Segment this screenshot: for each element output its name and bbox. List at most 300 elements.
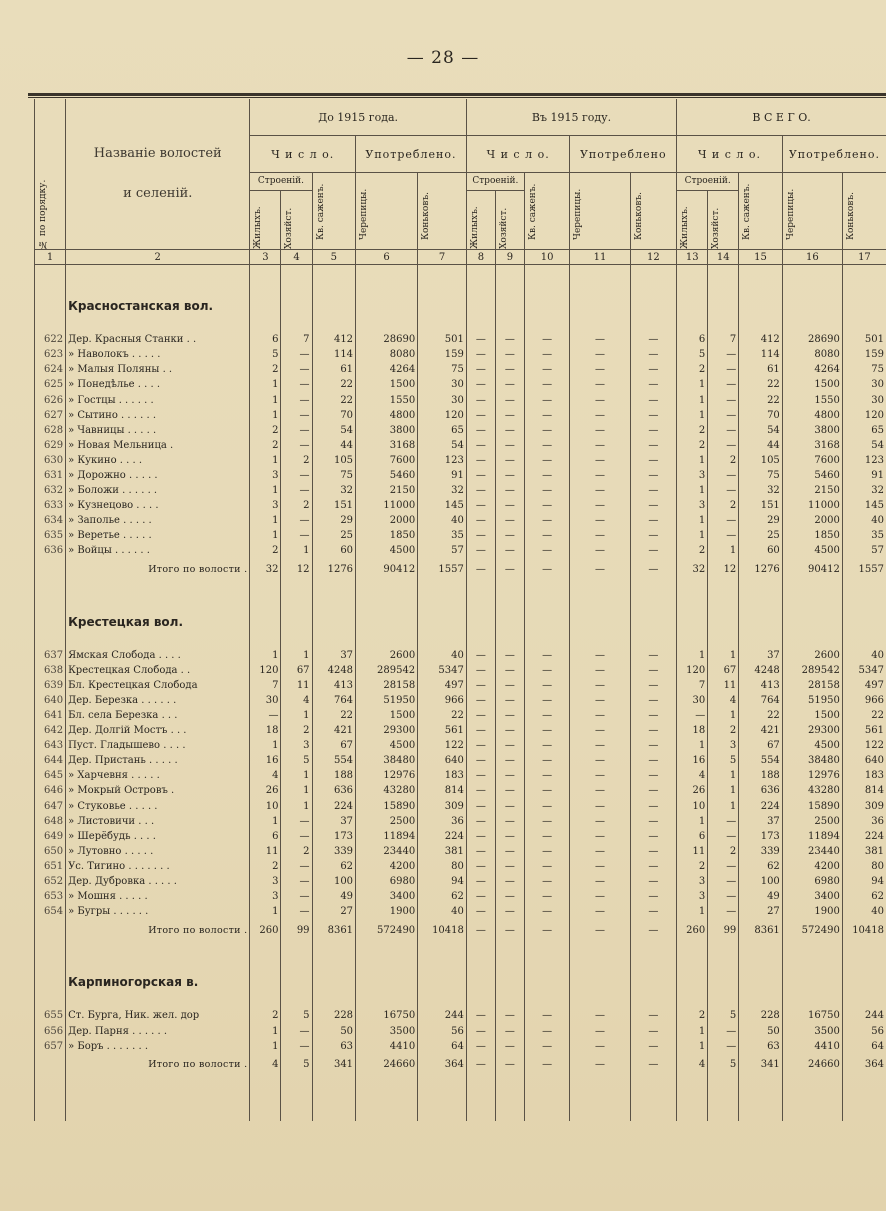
empty-cell bbox=[630, 615, 677, 630]
value-1915: — bbox=[466, 889, 495, 904]
value-total: 80 bbox=[842, 859, 886, 874]
value-before-1915: 3 bbox=[250, 468, 281, 483]
value-total: 228 bbox=[739, 1008, 783, 1023]
value-total: 1 bbox=[677, 814, 708, 829]
section-spacer bbox=[35, 581, 886, 615]
value-total: 30 bbox=[677, 693, 708, 708]
total-1915: — bbox=[524, 1054, 570, 1076]
value-1915: — bbox=[630, 874, 677, 889]
value-1915: — bbox=[466, 528, 495, 543]
settlement-name: » Веретье . . . . . bbox=[66, 528, 250, 543]
value-before-1915: 173 bbox=[312, 829, 356, 844]
value-1915: — bbox=[570, 408, 630, 423]
value-1915: — bbox=[524, 829, 570, 844]
empty-cell bbox=[570, 630, 630, 648]
total-1915: — bbox=[495, 1054, 524, 1076]
value-total: 29300 bbox=[782, 723, 842, 738]
settlement-name: Дер. Пристань . . . . . bbox=[66, 753, 250, 768]
empty-cell bbox=[418, 990, 467, 1008]
row-number: 649 bbox=[35, 829, 66, 844]
value-1915: — bbox=[524, 814, 570, 829]
value-total: 50 bbox=[739, 1023, 783, 1038]
value-1915: — bbox=[524, 362, 570, 377]
value-1915: — bbox=[570, 693, 630, 708]
empty-cell bbox=[677, 941, 708, 975]
value-total: 2150 bbox=[782, 483, 842, 498]
total-overall: 12 bbox=[708, 559, 739, 581]
value-1915: — bbox=[524, 783, 570, 798]
empty-cell bbox=[312, 630, 356, 648]
value-1915: — bbox=[570, 347, 630, 362]
value-before-1915: 12976 bbox=[356, 768, 418, 783]
value-before-1915: 50 bbox=[312, 1023, 356, 1038]
empty-cell bbox=[35, 1054, 66, 1076]
row-number: 647 bbox=[35, 799, 66, 814]
value-1915: — bbox=[630, 453, 677, 468]
total-overall: 364 bbox=[842, 1054, 886, 1076]
value-before-1915: 22 bbox=[312, 392, 356, 407]
total-overall: 99 bbox=[708, 919, 739, 941]
total-before-1915: 10418 bbox=[418, 919, 467, 941]
empty-cell bbox=[356, 314, 418, 332]
total-label: Итого по волости . bbox=[66, 1054, 250, 1076]
value-before-1915: 35 bbox=[418, 528, 467, 543]
total-1915: — bbox=[466, 1054, 495, 1076]
empty-cell bbox=[630, 975, 677, 990]
value-total: 60 bbox=[739, 543, 783, 558]
value-total: 6 bbox=[677, 829, 708, 844]
value-before-1915: 224 bbox=[418, 829, 467, 844]
value-total: 65 bbox=[842, 423, 886, 438]
value-total: 554 bbox=[739, 753, 783, 768]
value-before-1915: 5 bbox=[281, 753, 312, 768]
value-total: — bbox=[708, 392, 739, 407]
settlement-name: » Чавницы . . . . . bbox=[66, 423, 250, 438]
total-1915: — bbox=[524, 919, 570, 941]
value-total: 7 bbox=[708, 332, 739, 347]
value-total: — bbox=[708, 904, 739, 919]
empty-cell bbox=[842, 990, 886, 1008]
value-total: 16750 bbox=[782, 1008, 842, 1023]
value-before-1915: 1 bbox=[250, 483, 281, 498]
value-1915: — bbox=[570, 889, 630, 904]
section-spacer bbox=[35, 990, 886, 1008]
value-total: 8080 bbox=[782, 347, 842, 362]
empty-cell bbox=[66, 630, 250, 648]
value-before-1915: 54 bbox=[418, 438, 467, 453]
empty-cell bbox=[35, 1076, 66, 1121]
value-1915: — bbox=[495, 678, 524, 693]
value-total: — bbox=[708, 528, 739, 543]
value-before-1915: 1 bbox=[250, 528, 281, 543]
empty-cell bbox=[782, 990, 842, 1008]
value-total: 11 bbox=[708, 678, 739, 693]
value-total: 497 bbox=[842, 678, 886, 693]
empty-cell bbox=[708, 615, 739, 630]
total-overall: 1557 bbox=[842, 559, 886, 581]
value-1915: — bbox=[495, 889, 524, 904]
value-1915: — bbox=[466, 408, 495, 423]
value-before-1915: 57 bbox=[418, 543, 467, 558]
value-total: 4264 bbox=[782, 362, 842, 377]
empty-cell bbox=[630, 581, 677, 615]
value-1915: — bbox=[495, 799, 524, 814]
value-total: 54 bbox=[739, 423, 783, 438]
empty-cell bbox=[708, 265, 739, 300]
value-total: 6980 bbox=[782, 874, 842, 889]
value-1915: — bbox=[570, 844, 630, 859]
empty-cell bbox=[782, 265, 842, 300]
value-total: — bbox=[708, 513, 739, 528]
empty-cell bbox=[570, 581, 630, 615]
empty-cell bbox=[35, 581, 66, 615]
empty-cell bbox=[466, 314, 495, 332]
empty-cell bbox=[356, 299, 418, 314]
total-1915: — bbox=[524, 559, 570, 581]
value-1915: — bbox=[495, 498, 524, 513]
value-total: 32 bbox=[739, 483, 783, 498]
empty-cell bbox=[250, 299, 281, 314]
column-number: 13 bbox=[677, 250, 708, 265]
section-title-row bbox=[35, 299, 886, 314]
empty-cell bbox=[842, 615, 886, 630]
value-1915: — bbox=[630, 844, 677, 859]
value-total: 1 bbox=[677, 1023, 708, 1038]
value-total: 2000 bbox=[782, 513, 842, 528]
value-before-1915: 1 bbox=[250, 513, 281, 528]
tiles-header-2: Черепицы. bbox=[573, 188, 584, 240]
value-before-1915: 40 bbox=[418, 648, 467, 663]
total-before-1915: 341 bbox=[312, 1054, 356, 1076]
value-before-1915: 3168 bbox=[356, 438, 418, 453]
value-before-1915: 4500 bbox=[356, 543, 418, 558]
total-1915: — bbox=[630, 1054, 677, 1076]
settlement-name: » Боложи . . . . . . bbox=[66, 483, 250, 498]
empty-cell bbox=[466, 1076, 495, 1121]
value-1915: — bbox=[630, 468, 677, 483]
empty-cell bbox=[495, 615, 524, 630]
table-row bbox=[35, 738, 886, 753]
empty-cell bbox=[466, 941, 495, 975]
value-total: 1500 bbox=[782, 708, 842, 723]
row-number: 652 bbox=[35, 874, 66, 889]
value-before-1915: 122 bbox=[418, 738, 467, 753]
value-1915: — bbox=[524, 408, 570, 423]
buildings-header-3: Строеній. bbox=[677, 173, 739, 191]
empty-cell bbox=[524, 615, 570, 630]
value-total: 1 bbox=[677, 738, 708, 753]
total-1915: — bbox=[466, 559, 495, 581]
value-before-1915: 22 bbox=[312, 708, 356, 723]
value-total: 62 bbox=[739, 859, 783, 874]
value-1915: — bbox=[524, 377, 570, 392]
table-row bbox=[35, 513, 886, 528]
settlement-name: Бл. села Березка . . . bbox=[66, 708, 250, 723]
value-total: 38480 bbox=[782, 753, 842, 768]
column-number: 15 bbox=[739, 250, 783, 265]
total-overall: 5 bbox=[708, 1054, 739, 1076]
empty-cell bbox=[495, 941, 524, 975]
col-header-name-line1: Названіе волостей bbox=[93, 146, 222, 161]
value-1915: — bbox=[570, 1039, 630, 1054]
value-1915: — bbox=[630, 648, 677, 663]
value-total: 814 bbox=[842, 783, 886, 798]
value-total: 3168 bbox=[782, 438, 842, 453]
value-total: 640 bbox=[842, 753, 886, 768]
value-total: 412 bbox=[739, 332, 783, 347]
value-before-1915: — bbox=[281, 347, 312, 362]
value-1915: — bbox=[570, 768, 630, 783]
settlement-name: Ст. Бурга, Ник. жел. дор bbox=[66, 1008, 250, 1023]
empty-cell bbox=[466, 265, 495, 300]
value-before-1915: 1 bbox=[250, 408, 281, 423]
empty-cell bbox=[739, 581, 783, 615]
value-total: 764 bbox=[739, 693, 783, 708]
value-total: 122 bbox=[842, 738, 886, 753]
value-1915: — bbox=[495, 408, 524, 423]
value-before-1915: 2 bbox=[250, 423, 281, 438]
value-1915: — bbox=[466, 438, 495, 453]
value-total: 22 bbox=[739, 708, 783, 723]
value-1915: — bbox=[495, 708, 524, 723]
value-before-1915: 4200 bbox=[356, 859, 418, 874]
row-number: 631 bbox=[35, 468, 66, 483]
value-before-1915: 105 bbox=[312, 453, 356, 468]
empty-cell bbox=[495, 990, 524, 1008]
total-before-1915: 4 bbox=[250, 1054, 281, 1076]
table-bottom-spacer bbox=[35, 1076, 886, 1121]
value-before-1915: 1 bbox=[250, 377, 281, 392]
value-before-1915: 23440 bbox=[356, 844, 418, 859]
empty-cell bbox=[66, 581, 250, 615]
table-row bbox=[35, 543, 886, 558]
total-1915: — bbox=[630, 919, 677, 941]
value-before-1915: — bbox=[250, 708, 281, 723]
value-before-1915: 4264 bbox=[356, 362, 418, 377]
value-total: 2 bbox=[708, 844, 739, 859]
value-1915: — bbox=[495, 392, 524, 407]
value-total: 2 bbox=[708, 723, 739, 738]
value-1915: — bbox=[570, 468, 630, 483]
col-header-name bbox=[66, 99, 250, 250]
table-row bbox=[35, 468, 886, 483]
value-total: 32 bbox=[842, 483, 886, 498]
value-total: 12976 bbox=[782, 768, 842, 783]
ridge-header-3: Коньковъ. bbox=[845, 192, 856, 240]
value-1915: — bbox=[495, 874, 524, 889]
value-before-1915: 2 bbox=[250, 543, 281, 558]
empty-cell bbox=[524, 314, 570, 332]
empty-cell bbox=[281, 299, 312, 314]
empty-cell bbox=[677, 1076, 708, 1121]
value-1915: — bbox=[466, 498, 495, 513]
total-row bbox=[35, 1054, 886, 1076]
value-1915: — bbox=[524, 513, 570, 528]
value-before-1915: 2 bbox=[250, 362, 281, 377]
settlement-name: Ус. Тигино . . . . . . . bbox=[66, 859, 250, 874]
value-total: 40 bbox=[842, 648, 886, 663]
empty-cell bbox=[356, 581, 418, 615]
value-before-1915: 30 bbox=[418, 377, 467, 392]
value-before-1915: 4410 bbox=[356, 1039, 418, 1054]
value-1915: — bbox=[524, 723, 570, 738]
table-row bbox=[35, 423, 886, 438]
value-total: 224 bbox=[739, 799, 783, 814]
value-total: — bbox=[708, 438, 739, 453]
value-before-1915: 32 bbox=[312, 483, 356, 498]
empty-cell bbox=[356, 941, 418, 975]
total-1915: — bbox=[570, 919, 630, 941]
value-before-1915: 1900 bbox=[356, 904, 418, 919]
empty-cell bbox=[842, 941, 886, 975]
value-1915: — bbox=[570, 799, 630, 814]
value-total: — bbox=[677, 708, 708, 723]
top-rule-thin bbox=[28, 97, 886, 98]
value-1915: — bbox=[524, 1039, 570, 1054]
section-title-row bbox=[35, 975, 886, 990]
empty-cell bbox=[312, 975, 356, 990]
settlement-name: Ямская Слобода . . . . bbox=[66, 648, 250, 663]
value-before-1915: 7600 bbox=[356, 453, 418, 468]
row-number: 639 bbox=[35, 678, 66, 693]
row-number: 624 bbox=[35, 362, 66, 377]
empty-cell bbox=[250, 1076, 281, 1121]
value-total: 37 bbox=[739, 648, 783, 663]
value-1915: — bbox=[570, 678, 630, 693]
empty-cell bbox=[35, 559, 66, 581]
farm-header-1: Хозяйст. bbox=[284, 207, 295, 249]
row-number: 645 bbox=[35, 768, 66, 783]
value-before-1915: 11 bbox=[281, 678, 312, 693]
value-before-1915: 228 bbox=[312, 1008, 356, 1023]
row-number: 640 bbox=[35, 693, 66, 708]
empty-cell bbox=[250, 630, 281, 648]
count-header-2: Ч и с л о. bbox=[466, 136, 570, 173]
value-total: 11000 bbox=[782, 498, 842, 513]
empty-cell bbox=[66, 990, 250, 1008]
value-1915: — bbox=[630, 859, 677, 874]
value-before-1915: 54 bbox=[312, 423, 356, 438]
empty-cell bbox=[630, 299, 677, 314]
settlement-name: » Боръ . . . . . . . bbox=[66, 1039, 250, 1054]
value-1915: — bbox=[495, 1039, 524, 1054]
total-1915: — bbox=[495, 559, 524, 581]
table-row bbox=[35, 1039, 886, 1054]
value-before-1915: — bbox=[281, 513, 312, 528]
settlement-name: » Стуковье . . . . . bbox=[66, 799, 250, 814]
total-before-1915: 364 bbox=[418, 1054, 467, 1076]
value-total: 120 bbox=[677, 663, 708, 678]
value-total: 561 bbox=[842, 723, 886, 738]
empty-cell bbox=[250, 990, 281, 1008]
empty-cell bbox=[281, 615, 312, 630]
value-1915: — bbox=[570, 783, 630, 798]
value-1915: — bbox=[466, 332, 495, 347]
farm-header-2: Хозяйст. bbox=[498, 207, 509, 249]
empty-cell bbox=[312, 299, 356, 314]
settlement-name: » Гостцы . . . . . . bbox=[66, 392, 250, 407]
value-1915: — bbox=[630, 408, 677, 423]
table-row bbox=[35, 1023, 886, 1038]
value-before-1915: 3 bbox=[250, 498, 281, 513]
value-before-1915: 70 bbox=[312, 408, 356, 423]
value-total: 636 bbox=[739, 783, 783, 798]
value-1915: — bbox=[495, 783, 524, 798]
value-1915: — bbox=[570, 362, 630, 377]
res-header-2: Жилыхъ. bbox=[469, 206, 480, 249]
value-before-1915: 2000 bbox=[356, 513, 418, 528]
empty-cell bbox=[312, 941, 356, 975]
value-total: 67 bbox=[739, 738, 783, 753]
value-1915: — bbox=[466, 347, 495, 362]
value-total: 67 bbox=[708, 663, 739, 678]
value-before-1915: 120 bbox=[250, 663, 281, 678]
value-total: 183 bbox=[842, 768, 886, 783]
value-1915: — bbox=[630, 498, 677, 513]
value-before-1915: 413 bbox=[312, 678, 356, 693]
empty-cell bbox=[630, 314, 677, 332]
value-total: 114 bbox=[739, 347, 783, 362]
empty-cell bbox=[466, 990, 495, 1008]
value-1915: — bbox=[466, 753, 495, 768]
table-row bbox=[35, 844, 886, 859]
value-total: 289542 bbox=[782, 663, 842, 678]
value-total: 244 bbox=[842, 1008, 886, 1023]
empty-cell bbox=[66, 314, 250, 332]
value-total: 7600 bbox=[782, 453, 842, 468]
value-total: 11 bbox=[677, 844, 708, 859]
value-before-1915: 188 bbox=[312, 768, 356, 783]
total-1915: — bbox=[466, 919, 495, 941]
value-1915: — bbox=[495, 844, 524, 859]
count-header-3: Ч и с л о. bbox=[677, 136, 783, 173]
value-1915: — bbox=[630, 332, 677, 347]
value-1915: — bbox=[495, 1023, 524, 1038]
value-1915: — bbox=[466, 829, 495, 844]
empty-cell bbox=[35, 299, 66, 314]
empty-cell bbox=[739, 975, 783, 990]
value-total: 25 bbox=[739, 528, 783, 543]
value-total: 1 bbox=[677, 392, 708, 407]
value-before-1915: 64 bbox=[418, 1039, 467, 1054]
value-1915: — bbox=[570, 904, 630, 919]
value-1915: — bbox=[570, 648, 630, 663]
value-before-1915: 6 bbox=[250, 332, 281, 347]
row-number: 622 bbox=[35, 332, 66, 347]
table-header bbox=[35, 99, 886, 250]
column-number: 17 bbox=[842, 250, 886, 265]
value-before-1915: 16 bbox=[250, 753, 281, 768]
empty-cell bbox=[312, 1076, 356, 1121]
empty-cell bbox=[570, 314, 630, 332]
value-before-1915: 5347 bbox=[418, 663, 467, 678]
total-1915: — bbox=[570, 559, 630, 581]
empty-cell bbox=[782, 630, 842, 648]
value-before-1915: 3400 bbox=[356, 889, 418, 904]
settlement-name: Пуст. Гладышево . . . . bbox=[66, 738, 250, 753]
value-before-1915: 1500 bbox=[356, 377, 418, 392]
value-before-1915: — bbox=[281, 377, 312, 392]
value-before-1915: 2 bbox=[250, 1008, 281, 1023]
row-number: 633 bbox=[35, 498, 66, 513]
used-header-1: Употреблено. bbox=[356, 136, 467, 173]
value-total: 1 bbox=[677, 904, 708, 919]
value-before-1915: 75 bbox=[312, 468, 356, 483]
value-1915: — bbox=[495, 829, 524, 844]
empty-cell bbox=[782, 1076, 842, 1121]
empty-cell bbox=[842, 975, 886, 990]
value-1915: — bbox=[466, 453, 495, 468]
